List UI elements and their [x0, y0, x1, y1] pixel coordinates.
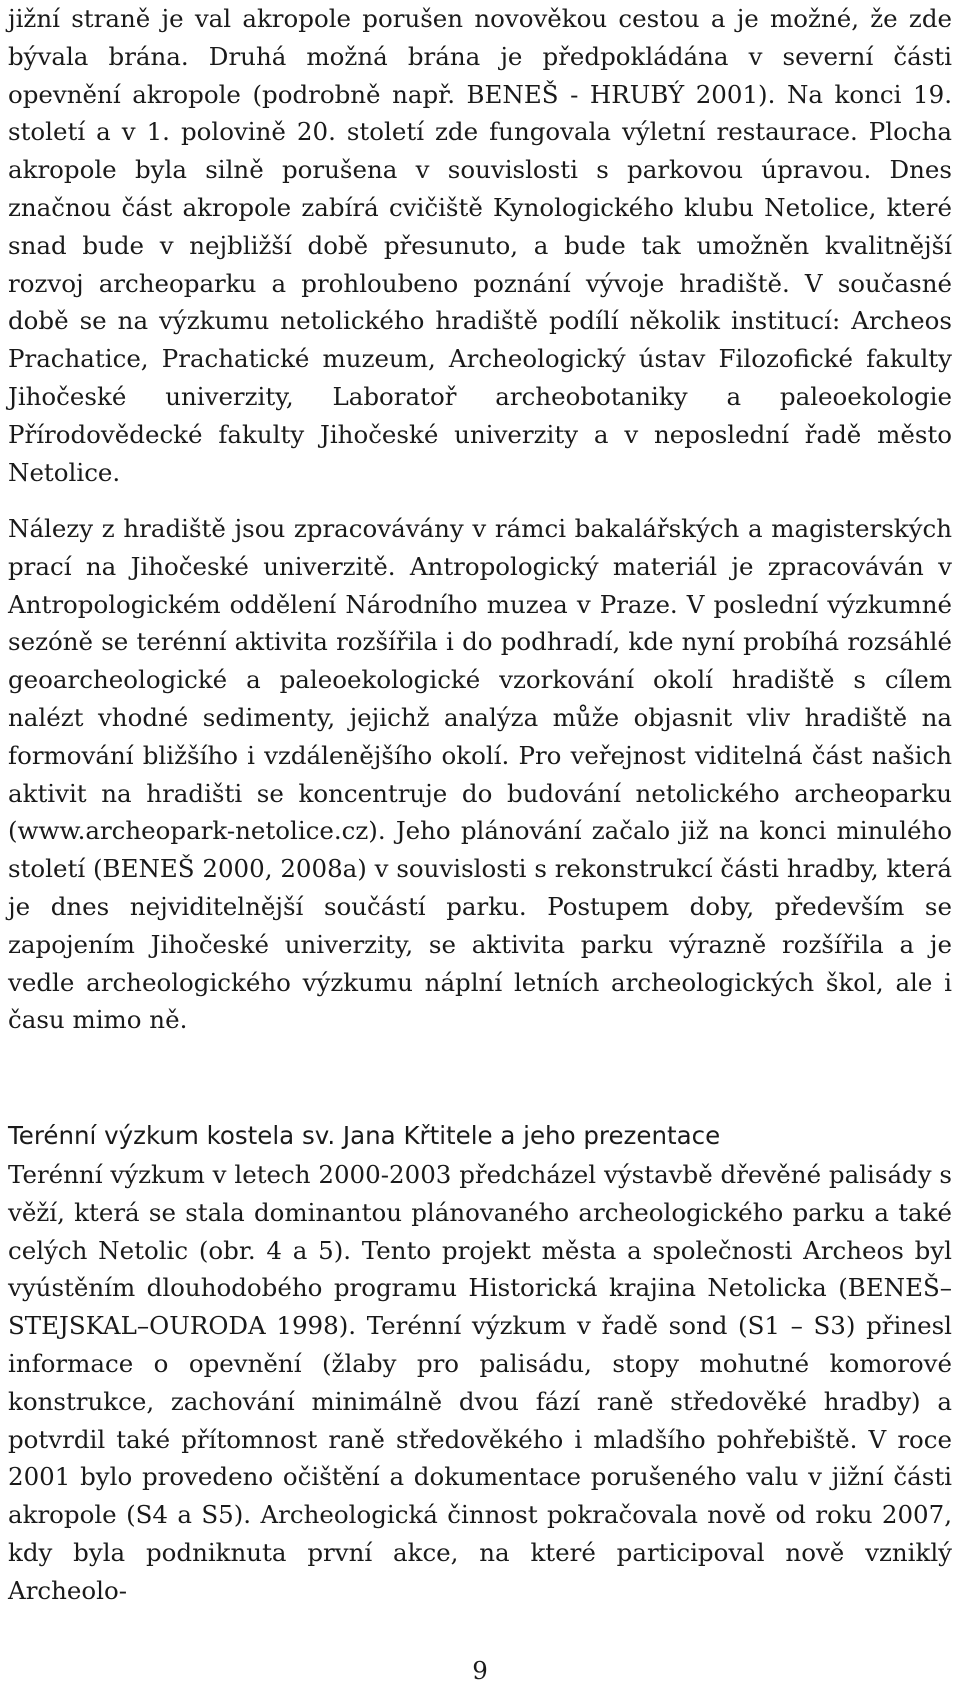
section-heading: Terénní výzkum kostela sv. Jana Křtitele a jeho prezentace — [8, 1121, 721, 1150]
paragraph-nalezy: Nálezy z hradiště jsou zpracovávány v rámci bakalářských a magisterských prací na Jihočeské univerzitě. Antropologický materiál je zpracováván v Antropologickém oddělení Národního muzea v Praze. V poslední výzkumné sezóně se terénní aktivita rozšířila i do podhradí, kde nyní probíhá rozsáhlé geoarcheologické a paleoekologické vzorkování okolí hradiště s cílem nalézt vhodné sedimenty, jejichž analýza může objasnit vliv hradiště na formování bližšího i vzdálenějšího okolí. Pro veřejnost viditelná část našich aktivit na hradišti se koncentruje do budování netolického archeoparku (www.archeopark-netolice.cz). Jeho plánování začalo již na konci minulého století (BENEŠ 2000, 2008a) v souvislosti s rekonstrukcí části hradby, která je dnes nejviditelnější součástí parku. Postupem doby, především se zapojením Jihočeské univerzity, se aktivita parku výrazně rozšířila a je vedle archeologického výzkumu náplní letních archeologických škol, ale i času mimo ně. — [8, 514, 952, 1035]
page-number: 9 — [472, 1656, 488, 1685]
paragraph-akropole: jižní straně je val akropole porušen novověkou cestou a je možné, že zde bývala brána. Druhá možná brána je předpokládána v severní části opevnění akropole (podrobně např. BENEŠ - HRUBÝ 2001). Na konci 19. století a v 1. polovině 20. století zde fungovala výletní restaurace. Plocha akropole byla silně porušena v souvislosti s parkovou úpravou. Dnes značnou část akropole zabírá cvičiště Kynologického klubu Netolice, které snad bude v nejbližší době přesunuto, a bude tak umožněn kvalitnější rozvoj archeoparku a prohloubeno poznání vývoje hradiště. V současné době se na výzkumu netolického hradiště podílí několik institucí: Archeos Prachatice, Prachatické muzeum, Archeologický ústav Filozofické fakulty Jihočeské univerzity, Laboratoř archeobotaniky a paleoekologie Přírodovědecké fakulty Jihočeské univerzity a v neposlední řadě město Netolice. — [8, 4, 952, 487]
paragraph-terenni-vyzkum: Terénní výzkum v letech 2000-2003 předcházel výstavbě dřevěné palisády s věží, která se stala dominantou plánovaného archeologického parku a také celých Netolic (obr. 4 a 5). Tento projekt města a společnosti Archeos byl vyústěním dlouhodobého programu Historická krajina Netolicka (BENEŠ–STEJSKAL–OURODA 1998). Terénní výzkum v řadě sond (S1 – S3) přinesl informace o opevnění (žlaby pro palisádu, stopy mohutné komorové konstrukce, zachování minimálně dvou fází raně středověké hradby) a potvrdil také přítomnost raně středověkého i mladšího pohřebiště. V roce 2001 bylo provedeno očištění a dokumentace porušeného valu v jižní části akropole (S4 a S5). Archeologická činnost pokračovala nově od roku 2007, kdy byla podniknuta první akce, na které participoval nově vzniklý Archeolo- — [8, 1160, 952, 1605]
